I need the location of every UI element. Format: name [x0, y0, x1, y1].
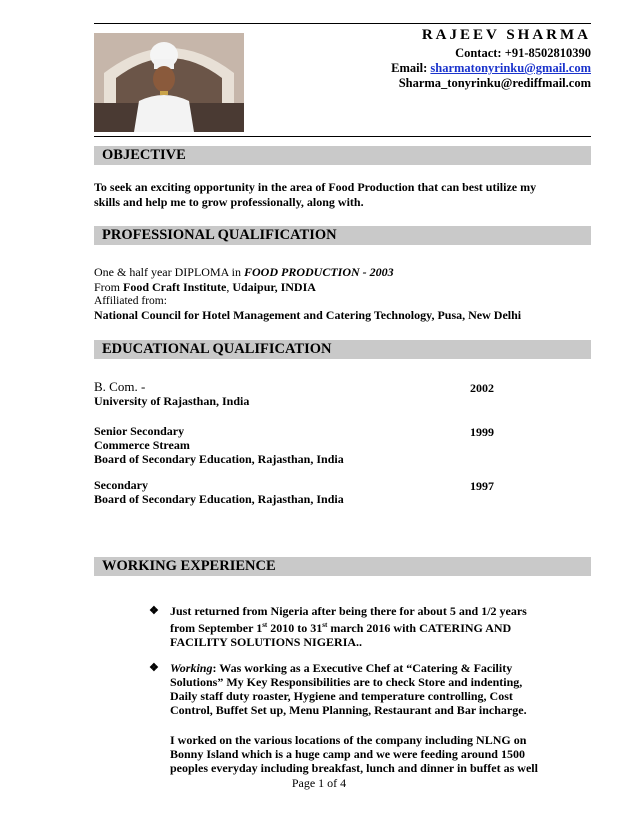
bullet-1-text-a: from September 1	[170, 621, 263, 635]
bullet-1-line-3: FACILITY SOLUTIONS NIGERIA..	[170, 635, 363, 649]
edu-entry-bcom	[94, 380, 249, 408]
para-line-3: peoples everyday including breakfast, lunch and dinner in buffet as well	[170, 761, 538, 775]
bullet-2-line-1	[150, 661, 560, 675]
bullet-1-line-1: Just returned from Nigeria after being there for about 5 and 1/2 years	[170, 604, 527, 618]
objective-line-1: To seek an exciting opportunity in the area of Food Production that can best utilize my	[94, 180, 537, 194]
edu-year: 2002	[470, 381, 494, 395]
from-label: From	[94, 280, 121, 294]
section-working-experience: WORKING EXPERIENCE	[94, 557, 591, 576]
edu-board: Board of Secondary Education, Rajasthan, India	[94, 452, 344, 466]
email-label: Email:	[391, 61, 428, 75]
edu-degree: Secondary	[94, 478, 148, 492]
bullet-2-line-2: Solutions” My Key Responsibilities are to check Store and indenting,	[170, 675, 523, 689]
section-objective: OBJECTIVE	[94, 146, 591, 165]
bullet-2-line-3: Daily staff duty roaster, Hygiene and temperature controlling, Cost	[170, 689, 513, 703]
institute-line: From Food Craft Institute, Udaipur, INDIA	[94, 280, 316, 294]
diamond-bullet-icon: ❖	[149, 662, 159, 674]
edu-board: Board of Secondary Education, Rajasthan, India	[94, 492, 344, 506]
section-professional-qualification: PROFESSIONAL QUALIFICATION	[94, 226, 591, 245]
bullet-1-text-b: 2010 to 31	[267, 621, 323, 635]
chef-photo-illustration	[94, 33, 244, 132]
bullet-1-text-c: march 2016 with CATERING AND	[327, 621, 512, 635]
edu-degree: B. Com. -	[94, 379, 146, 394]
edu-entry-secondary	[94, 478, 344, 506]
para-line-2: Bonny Island which is a huge camp and we were feeding around 1500	[170, 747, 525, 761]
diploma-course: FOOD PRODUCTION - 2003	[243, 265, 394, 279]
experience-bullet-1	[150, 604, 560, 649]
header-bottom-rule	[94, 136, 591, 137]
edu-stream: Commerce Stream	[94, 438, 190, 452]
page-number: Page 1 of 4	[291, 776, 347, 790]
profile-photo	[94, 33, 244, 132]
edu-institution: University of Rajasthan, India	[94, 394, 250, 408]
edu-year: 1999	[470, 425, 494, 439]
institute-name: Food Craft Institute	[123, 280, 227, 294]
contact-line	[391, 46, 591, 61]
email-primary-link[interactable]: sharmatonyrinku@gmail.com	[430, 61, 591, 75]
council-name: National Council for Hotel Management and Catering Technology, Pusa, New Delhi	[94, 308, 522, 322]
top-rule	[94, 23, 591, 24]
candidate-name: RAJEEV SHARMA	[421, 27, 591, 43]
bullet-2-line-4: Control, Buffet Set up, Menu Planning, Restaurant and Bar incharge.	[170, 703, 527, 717]
contact-label: Contact:	[455, 46, 502, 60]
working-label: Working	[170, 661, 213, 675]
section-educational-qualification: EDUCATIONAL QUALIFICATION	[94, 340, 591, 359]
experience-paragraph	[150, 733, 560, 775]
ordinal-suffix: st	[262, 621, 268, 629]
ordinal-suffix: st	[322, 621, 328, 629]
edu-year: 1997	[470, 479, 494, 493]
contact-header	[391, 28, 591, 91]
objective-line-2: skills and help me to grow professionally, along with.	[94, 195, 364, 209]
email-secondary: Sharma_tonyrinku@rediffmail.com	[398, 76, 591, 90]
bullet-1-line-2	[150, 618, 560, 635]
institute-location: Udaipur, INDIA	[232, 280, 316, 294]
edu-entry-senior-secondary	[94, 424, 344, 466]
diploma-line	[94, 265, 394, 279]
contact-phone: +91-8502810390	[504, 46, 591, 60]
diamond-bullet-icon: ❖	[149, 605, 159, 617]
bullet-2-text: : Was working as a Executive Chef at “Catering & Facility	[212, 661, 513, 675]
para-line-1: I worked on the various locations of the company including NLNG on	[170, 733, 527, 747]
edu-degree: Senior Secondary	[94, 424, 185, 438]
experience-bullet-2	[150, 661, 560, 717]
diploma-prefix: One & half year DIPLOMA in	[94, 265, 241, 279]
email-line	[391, 61, 591, 76]
affiliated-label: Affiliated from:	[94, 295, 167, 307]
